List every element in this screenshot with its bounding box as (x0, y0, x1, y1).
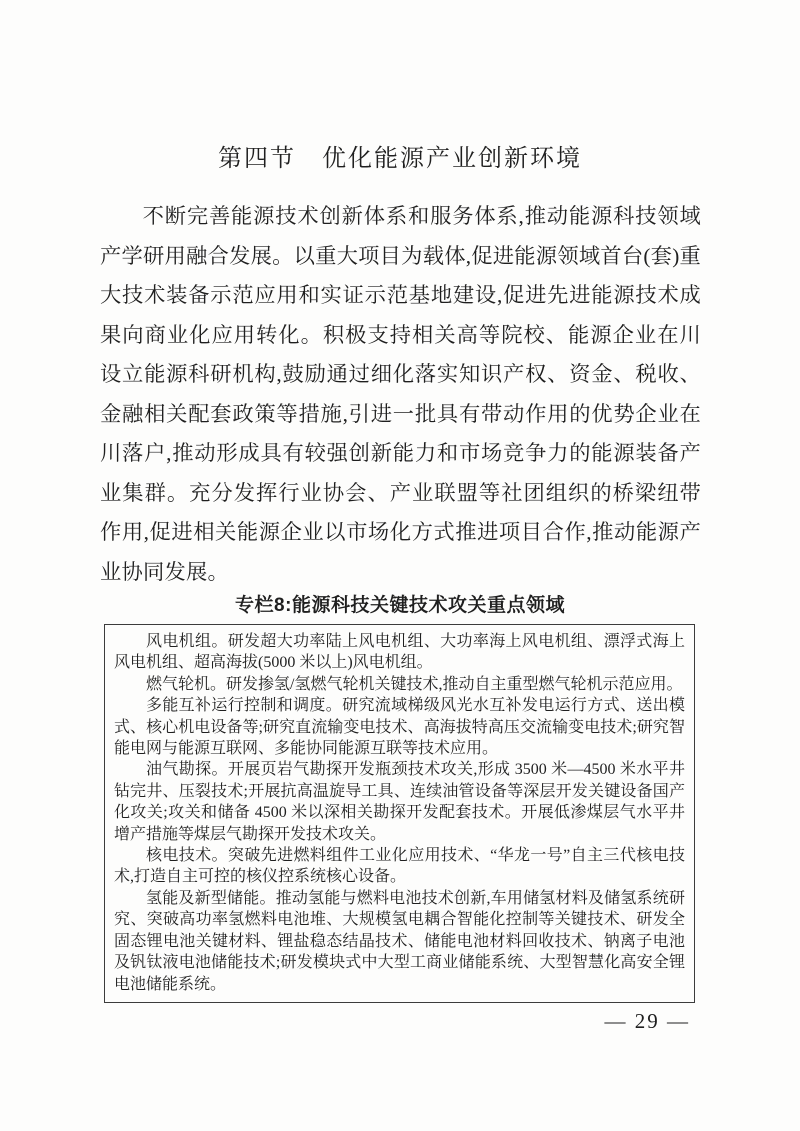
page-number: — 29 — (604, 1009, 690, 1033)
callout-box-paragraph-oil-gas: 油气勘探。开展页岩气勘探开发瓶颈技术攻关,形成 3500 米—4500 米水平井钻完井、压裂技术;开展抗高温旋导工具、连续油管设备等深层开发关键设备国产化攻关;攻关和储备 4500 米以深相关勘探开发配套技术。开展低渗煤层气水平井增产措施等煤层气勘探开发技术攻关。 (114, 761, 685, 843)
callout-box-title: 专栏8:能源科技关键技术攻关重点领域 (235, 595, 565, 616)
body-paragraph: 不断完善能源技术创新体系和服务体系,推动能源科技领域产学研用融合发展。以重大项目为载体,促进能源领域首台(套)重大技术装备示范应用和实证示范基地建设,促进先进能源技术成果向商业化应用转化。积极支持相关高等院校、能源企业在川设立能源科研机构,鼓励通过细化落实知识产权、资金、税收、金融相关配套政策等措施,引进一批具有带动作用的优势企业在川落户,推动形成具有较强创新能力和市场竞争力的能源装备产业集群。充分发挥行业协会、产业联盟等社团组织的桥梁纽带作用,促进相关能源企业以市场化方式推进项目合作,推动能源产业协同发展。 (100, 204, 701, 584)
section-title: 第四节 优化能源产业创新环境 (218, 146, 582, 172)
callout-box-paragraph-multi-energy: 多能互补运行控制和调度。研究流域梯级风光水互补发电运行方式、送出模式、核心机电设备等;研究直流输变电技术、高海拔特高压交流输变电技术;研究智能电网与能源互联网、多能协同能源互联等技术应用。 (114, 697, 685, 758)
callout-box-paragraph-nuclear: 核电技术。突破先进燃料组件工业化应用技术、“华龙一号”自主三代核电技术,打造自主可控的核仪控系统核心设备。 (114, 847, 685, 886)
callout-box-paragraph-hydrogen-storage: 氢能及新型储能。推动氢能与燃料电池技术创新,车用储氢材料及储氢系统研究、突破高功率氢燃料电池堆、大规模氢电耦合智能化控制等关键技术、研发全固态锂电池关键材料、锂盐稳态结晶技术、储能电池材料回收技术、钠离子电池及钒钛液电池储能技术;研发模块式中大型工商业储能系统、大型智慧化高安全锂电池储能系统。 (114, 889, 685, 993)
callout-box-paragraph-wind: 风电机组。研发超大功率陆上风电机组、大功率海上风电机组、漂浮式海上风电机组、超高海拔(5000 米以上)风电机组。 (114, 633, 685, 672)
callout-box-paragraph-gas-turbine: 燃气轮机。研发掺氢/氢燃气轮机关键技术,推动自主重型燃气轮机示范应用。 (146, 675, 683, 693)
callout-box (104, 624, 695, 1003)
